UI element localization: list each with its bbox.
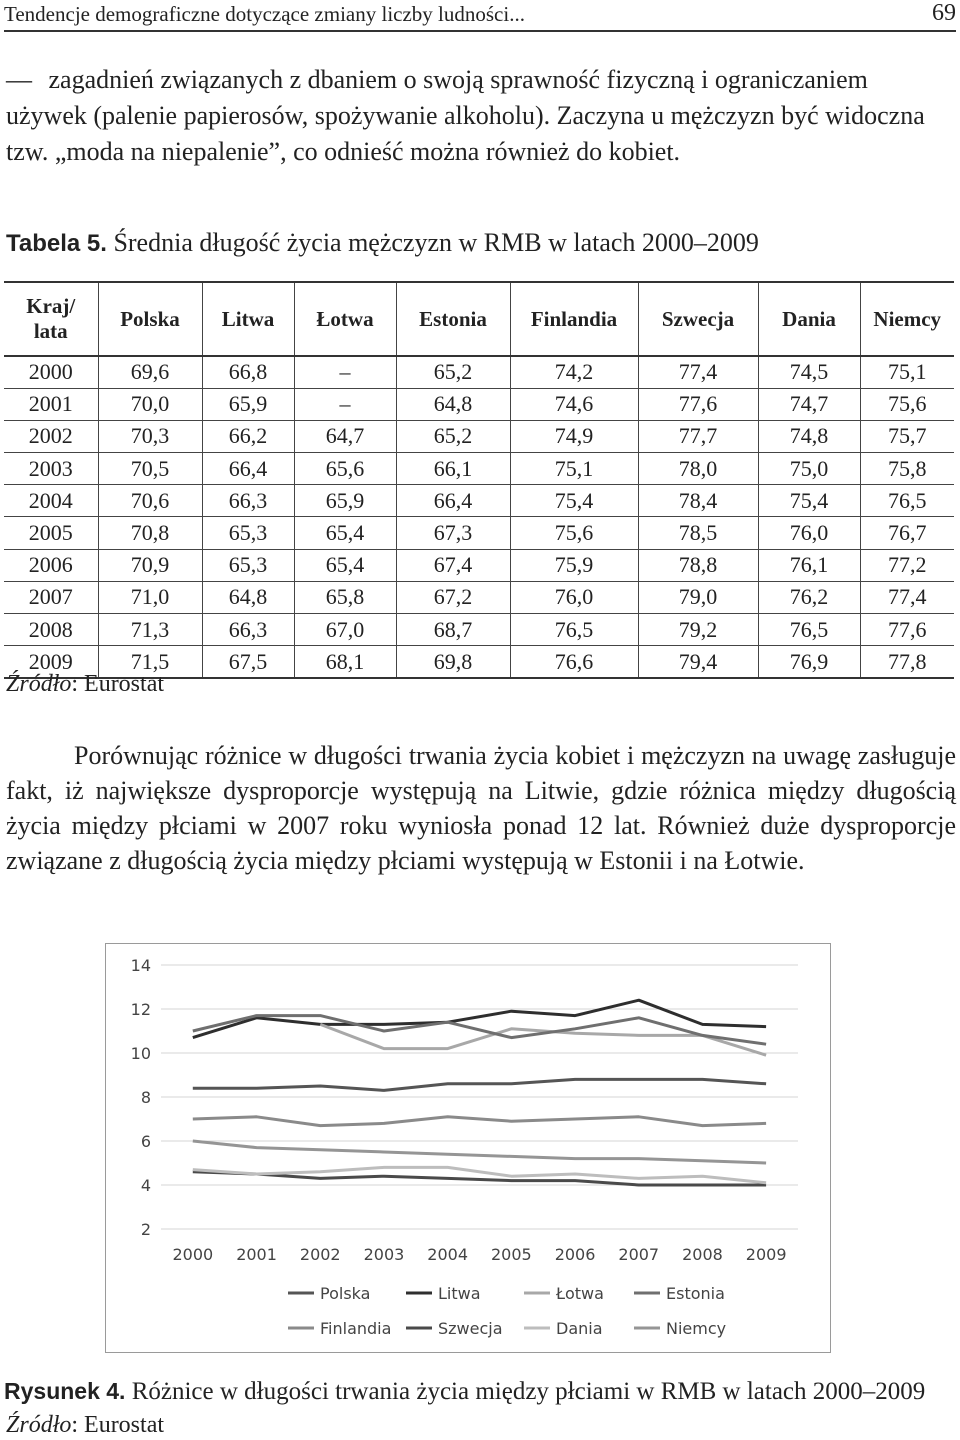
column-header: Estonia	[396, 282, 510, 356]
value-cell: 70,3	[98, 420, 202, 452]
value-cell: 75,6	[510, 517, 638, 549]
value-cell: 75,8	[860, 453, 954, 485]
value-cell: 69,6	[98, 356, 202, 388]
chart-svg	[106, 944, 830, 1352]
value-cell: 70,5	[98, 453, 202, 485]
legend-label: Estonia	[666, 1284, 725, 1303]
value-cell: 66,1	[396, 453, 510, 485]
value-cell: 67,0	[294, 614, 396, 646]
legend-label: Łotwa	[556, 1284, 604, 1303]
y-tick-label: 2	[140, 1220, 151, 1239]
y-tick-label: 6	[140, 1132, 151, 1151]
value-cell: 74,6	[510, 388, 638, 420]
value-cell: 75,0	[758, 453, 860, 485]
value-cell: 77,2	[860, 549, 954, 581]
value-cell: 65,9	[202, 388, 294, 420]
year-cell: 2008	[28, 616, 73, 642]
value-cell: 78,8	[638, 549, 758, 581]
column-header: Polska	[98, 282, 202, 356]
year-cell: 2001	[28, 391, 73, 417]
figure-caption	[4, 1378, 925, 1406]
value-cell: 70,9	[98, 549, 202, 581]
value-cell: 64,7	[294, 420, 396, 452]
legend-label: Niemcy	[666, 1319, 727, 1338]
value-cell: 68,1	[294, 646, 396, 678]
value-cell: –	[294, 388, 396, 420]
x-tick-label: 2003	[363, 1245, 405, 1264]
value-cell: 76,6	[510, 646, 638, 678]
value-cell: 77,6	[860, 614, 954, 646]
legend-label: Finlandia	[320, 1319, 392, 1338]
table-caption-text: Średnia długość życia mężczyzn w RMB w latach 2000–2009	[113, 228, 759, 257]
value-cell: 66,2	[202, 420, 294, 452]
em-dash: —	[6, 65, 32, 94]
y-tick-label: 4	[140, 1176, 151, 1195]
column-header: Finlandia	[510, 282, 638, 356]
value-cell: 77,7	[638, 420, 758, 452]
series-line-polska	[193, 1079, 766, 1090]
figure-source	[6, 1412, 164, 1439]
x-tick-label: 2008	[682, 1245, 723, 1264]
figure-caption-text: Różnice w długości trwania życia między płciami w RMB w latach 2000–2009	[131, 1378, 926, 1405]
value-cell: 79,2	[638, 614, 758, 646]
y-tick-label: 10	[130, 1044, 151, 1063]
table-caption-label: Tabela 5.	[6, 230, 107, 257]
value-cell: 77,6	[638, 388, 758, 420]
x-tick-label: 2007	[618, 1245, 660, 1264]
figure-caption-label: Rysunek 4.	[4, 1378, 126, 1404]
table-source	[6, 671, 164, 698]
value-cell: 76,5	[758, 614, 860, 646]
value-cell: 66,3	[202, 614, 294, 646]
x-tick-label: 2009	[745, 1245, 787, 1264]
year-cell: 2007	[28, 584, 73, 610]
year-cell: 2005	[28, 520, 73, 546]
legend-label: Litwa	[438, 1284, 481, 1303]
x-tick-label: 2006	[554, 1245, 596, 1264]
value-cell: 66,8	[202, 356, 294, 388]
value-cell: 76,7	[860, 517, 954, 549]
value-cell: 78,4	[638, 485, 758, 517]
table-row	[4, 614, 954, 646]
value-cell: 66,3	[202, 485, 294, 517]
body-paragraph-text: Porównując różnice w długości trwania życia kobiet i mężczyzn na uwagę zasługuje fakt, iż największe dysproporcje występują na Litwie, gdzie różnica między długością życia między płciami w 2007 roku wyniosła ponad 12 lat. Również duże dysproporcje związane z długością życia między płciami występują w Estonii i na Łotwie.	[6, 741, 956, 875]
year-cell: 2002	[28, 423, 73, 449]
table-row	[4, 581, 954, 613]
value-cell: 69,8	[396, 646, 510, 678]
x-tick-label: 2004	[427, 1245, 469, 1264]
value-cell: 74,5	[758, 356, 860, 388]
value-cell: 71,5	[98, 646, 202, 678]
table-row	[4, 388, 954, 420]
table-row	[4, 453, 954, 485]
source-text: : Eurostat	[71, 671, 165, 697]
value-cell: 65,3	[202, 549, 294, 581]
column-header: Łotwa	[294, 282, 396, 356]
value-cell: 76,5	[860, 485, 954, 517]
life-expectancy-table	[4, 281, 954, 679]
x-tick-label: 2001	[236, 1245, 277, 1264]
value-cell: 64,8	[396, 388, 510, 420]
value-cell: 67,3	[396, 517, 510, 549]
x-tick-label: 2002	[299, 1245, 341, 1264]
source-label: Źródło	[6, 671, 72, 697]
value-cell: 75,7	[860, 420, 954, 452]
value-cell: 70,0	[98, 388, 202, 420]
value-cell: 71,3	[98, 614, 202, 646]
value-cell: 64,8	[202, 581, 294, 613]
value-cell: 70,6	[98, 485, 202, 517]
year-cell: 2000	[28, 359, 73, 385]
year-cell: 2006	[28, 552, 73, 578]
value-cell: 75,9	[510, 549, 638, 581]
value-cell: 67,4	[396, 549, 510, 581]
value-cell: 75,1	[860, 356, 954, 388]
value-cell: 79,0	[638, 581, 758, 613]
value-cell: 71,0	[98, 581, 202, 613]
table-row	[4, 420, 954, 452]
year-cell: 2003	[28, 455, 73, 481]
value-cell: 77,4	[860, 581, 954, 613]
series-line-finlandia	[193, 1117, 766, 1126]
legend-label: Polska	[320, 1284, 371, 1303]
year-cell: 2009	[28, 648, 73, 674]
value-cell: 65,4	[294, 517, 396, 549]
value-cell: 76,1	[758, 549, 860, 581]
value-cell: 77,8	[860, 646, 954, 678]
table-row	[4, 517, 954, 549]
value-cell: 65,3	[202, 517, 294, 549]
table-header-row	[4, 282, 954, 356]
value-cell: 65,8	[294, 581, 396, 613]
value-cell: 76,9	[758, 646, 860, 678]
series-line-niemcy	[193, 1141, 766, 1163]
value-cell: 67,2	[396, 581, 510, 613]
series-line-litwa	[193, 1000, 766, 1037]
value-cell: 65,4	[294, 549, 396, 581]
value-cell: –	[294, 356, 396, 388]
column-header: Szwecja	[638, 282, 758, 356]
body-paragraph	[6, 738, 956, 878]
value-cell: 75,6	[860, 388, 954, 420]
page-number: 69	[932, 0, 956, 26]
line-chart	[105, 943, 831, 1353]
intro-text: zagadnień związanych z dbaniem o swoją sprawność fizyczną i ograniczaniem używek (palenie papierosów, spożywanie alkoholu). Zaczyna u mężczyzn być widoczna tzw. „moda na niepalenie”, co odnieść można również do kobiet.	[6, 65, 925, 166]
y-tick-label: 14	[130, 956, 151, 975]
column-header: Niemcy	[860, 282, 954, 356]
value-cell: 76,5	[510, 614, 638, 646]
intro-paragraph	[6, 62, 954, 170]
value-cell: 78,0	[638, 453, 758, 485]
value-cell: 65,9	[294, 485, 396, 517]
y-tick-label: 8	[140, 1088, 151, 1107]
value-cell: 66,4	[396, 485, 510, 517]
value-cell: 67,5	[202, 646, 294, 678]
value-cell: 75,4	[510, 485, 638, 517]
value-cell: 76,0	[758, 517, 860, 549]
value-cell: 74,7	[758, 388, 860, 420]
x-tick-label: 2005	[490, 1245, 532, 1264]
value-cell: 74,2	[510, 356, 638, 388]
value-cell: 75,1	[510, 453, 638, 485]
legend-label: Szwecja	[438, 1319, 503, 1338]
table-row	[4, 356, 954, 388]
running-title: Tendencje demograficzne dotyczące zmiany liczby ludności...	[4, 2, 525, 26]
figure-source-text: : Eurostat	[71, 1412, 165, 1438]
x-tick-label: 2000	[172, 1245, 214, 1264]
value-cell: 74,8	[758, 420, 860, 452]
value-cell: 78,5	[638, 517, 758, 549]
year-cell: 2004	[28, 487, 73, 513]
value-cell: 74,9	[510, 420, 638, 452]
value-cell: 65,6	[294, 453, 396, 485]
column-header: Litwa	[202, 282, 294, 356]
column-header: Dania	[758, 282, 860, 356]
legend-label: Dania	[556, 1319, 603, 1338]
figure-source-label: Źródło	[6, 1412, 72, 1438]
table-row	[4, 549, 954, 581]
value-cell: 65,2	[396, 356, 510, 388]
value-cell: 70,8	[98, 517, 202, 549]
table-row	[4, 485, 954, 517]
value-cell: 65,2	[396, 420, 510, 452]
value-cell: 68,7	[396, 614, 510, 646]
value-cell: 76,2	[758, 581, 860, 613]
y-tick-label: 12	[130, 1000, 151, 1019]
table-caption	[6, 228, 759, 258]
value-cell: 76,0	[510, 581, 638, 613]
value-cell: 75,4	[758, 485, 860, 517]
running-header	[4, 0, 956, 32]
corner-header: Kraj/ lata	[26, 294, 76, 343]
value-cell: 66,4	[202, 453, 294, 485]
series-line-łotwa	[320, 1024, 766, 1055]
value-cell: 77,4	[638, 356, 758, 388]
header-rule	[4, 30, 956, 32]
value-cell: 79,4	[638, 646, 758, 678]
